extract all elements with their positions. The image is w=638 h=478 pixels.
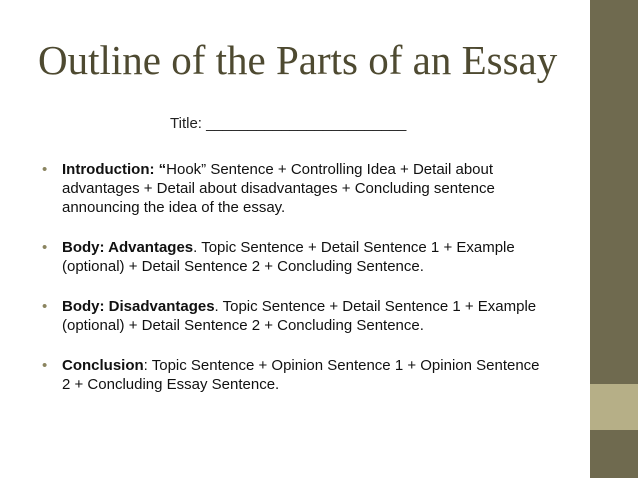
bullet-text: . Topic Sentence + Detail Sentence 1 + Example (optional) + Detail Sentence 2 + Concluding Sentence. — [62, 239, 515, 275]
bullet-text: . Topic Sentence + Detail Sentence 1 + Example (optional) + Detail Sentence 2 + Concluding Sentence. — [62, 298, 537, 334]
bullet-text: Hook” Sentence + Controlling Idea + Detail about advantages + Detail about disadvantages + Concluding sentence announcing the idea of the essay. — [62, 161, 495, 216]
bullet-introduction — [42, 160, 552, 217]
bullet-dot-icon: • — [42, 239, 48, 256]
bullet-label: Body: Advantages — [62, 239, 194, 256]
bullet-conclusion — [42, 356, 552, 394]
bullet-text: : Topic Sentence + Opinion Sentence 1 + Opinion Sentence 2 + Concluding Essay Sentence. — [62, 357, 540, 393]
slide-title: Outline of the Parts of an Essay — [38, 37, 558, 83]
bullet-dot-icon: • — [42, 357, 48, 374]
bullet-label: Introduction: “ — [62, 161, 167, 178]
bullet-label: Body: Disadvantages — [62, 298, 215, 315]
bullet-body-advantages — [42, 238, 552, 276]
bullet-body-disadvantages — [42, 297, 552, 335]
bullet-label: Conclusion — [62, 357, 144, 374]
decorative-sidebar-accent — [590, 384, 638, 430]
title-blank-line: Title: ________________________ — [170, 115, 407, 132]
bullet-list — [42, 160, 552, 415]
bullet-dot-icon: • — [42, 298, 48, 315]
bullet-dot-icon: • — [42, 161, 48, 178]
